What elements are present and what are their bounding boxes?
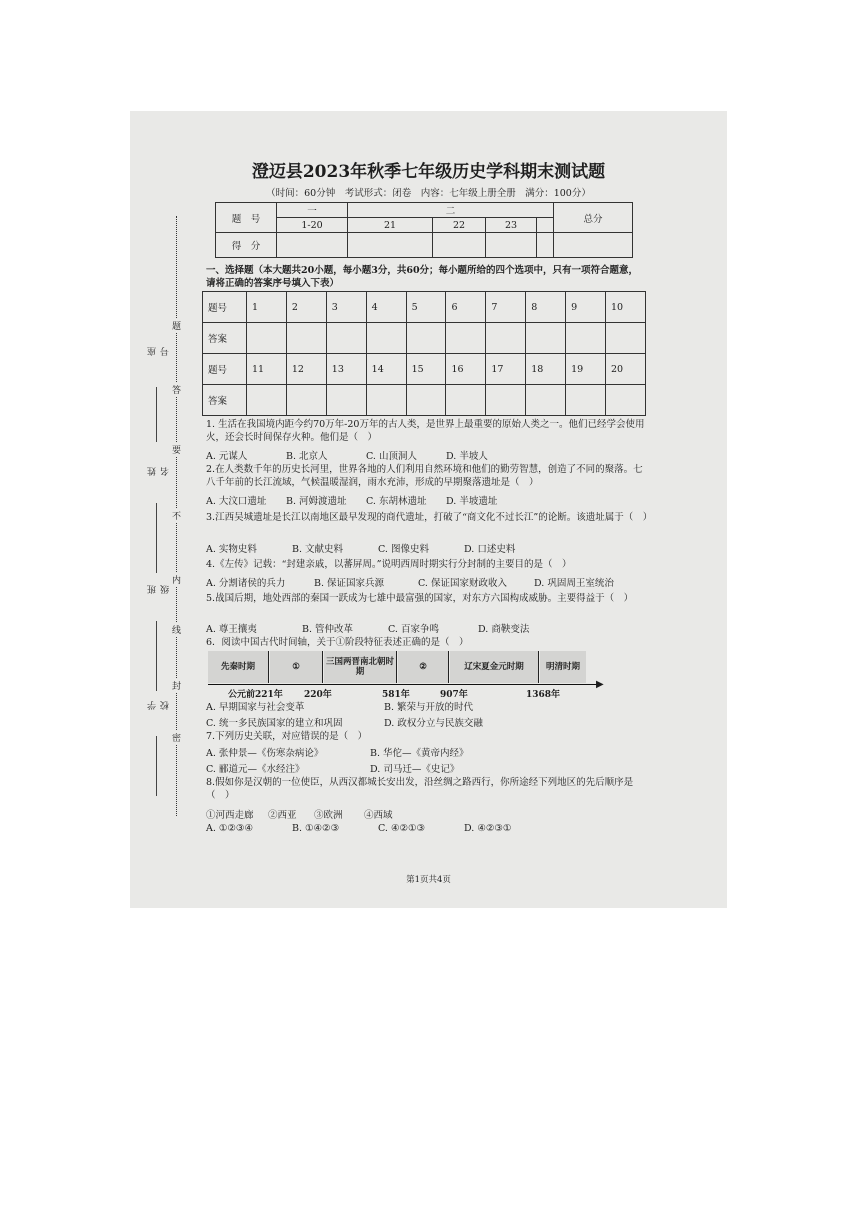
region-item: ④西域 xyxy=(364,810,393,821)
answer-cell[interactable] xyxy=(526,385,566,416)
question-number: 15 xyxy=(406,354,446,385)
answer-table xyxy=(202,291,646,416)
question-8: 8.假如你是汉朝的一位使臣，从西汉都城长安出发，沿丝绸之路西行，你所途经下列地区的先后顺序是（ ） xyxy=(206,777,634,801)
page-footer: 第1页共4页 xyxy=(406,875,451,885)
question-4-options xyxy=(206,575,614,589)
option: B. 华佗—《黄帝内经》 xyxy=(370,748,469,759)
answer-cell[interactable] xyxy=(606,323,646,354)
score-row-label: 题 号 xyxy=(216,203,277,233)
answer-row-label: 答案 xyxy=(203,323,247,354)
question-6: 6．阅读中国古代时间轴，关于①阶段特征表述正确的是（ ） xyxy=(206,637,469,648)
timeline-year: 1368年 xyxy=(526,690,561,700)
option: B. 保证国家兵源 xyxy=(314,578,385,589)
option: A. ①②③④ xyxy=(206,823,253,834)
region-item: ①河西走廊 xyxy=(206,810,254,821)
school-blank xyxy=(156,736,157,796)
score-section-1: 一 xyxy=(277,203,348,218)
option: A. 张仲景—《伤寒杂病论》 xyxy=(206,748,324,759)
answer-cell[interactable] xyxy=(486,323,526,354)
answer-row-label: 答案 xyxy=(203,385,247,416)
question-8-items xyxy=(206,807,393,821)
question-7-options-row1 xyxy=(206,745,469,759)
score-sub-header: 23 xyxy=(486,218,537,233)
score-sub-header: 21 xyxy=(348,218,433,233)
option: C. 山顶洞人 xyxy=(366,451,417,462)
option: A. 大汶口遗址 xyxy=(206,496,267,507)
option: C. 保证国家财政收入 xyxy=(418,578,507,589)
timeline-period: 辽宋夏金元时期 xyxy=(450,651,539,683)
question-5: 5.战国后期，地处西部的秦国一跃成为七雄中最富强的国家，对东方六国构成威胁。主要得益于（ ） xyxy=(206,593,634,604)
option: A. 元谋人 xyxy=(206,451,248,462)
question-2: 2.在人类数千年的历史长河里，世界各地的人们利用自然环境和他们的勤劳智慧，创造了不同的聚落。七八千年前的长江流域，气候温暖湿润，雨水充沛，形成的早期聚落遗址是（ ） xyxy=(206,464,643,488)
question-5-options xyxy=(206,621,529,635)
answer-cell[interactable] xyxy=(247,385,287,416)
option: D. 政权分立与民族交融 xyxy=(384,718,483,729)
score-cell[interactable] xyxy=(433,233,486,258)
question-number: 5 xyxy=(406,292,446,323)
score-total-header: 总分 xyxy=(554,203,633,233)
score-table xyxy=(215,202,633,258)
answer-row-label: 题号 xyxy=(203,292,247,323)
timeline-axis xyxy=(208,684,600,685)
question-6-options-row1 xyxy=(206,699,473,713)
question-3: 3.江西吴城遗址是长江以南地区最早发现的商代遗址，打破了“商文化不过长江”的论断。该遗址属于（ ） xyxy=(206,512,653,523)
question-number: 1 xyxy=(247,292,287,323)
option: D. 半坡人 xyxy=(446,451,488,462)
notice-char: 题 xyxy=(172,319,181,332)
option: B. 繁荣与开放的时代 xyxy=(384,702,474,713)
answer-cell[interactable] xyxy=(446,323,486,354)
timeline-period: 三国两晋南北朝时期 xyxy=(324,651,397,683)
option: C. 郦道元—《水经注》 xyxy=(206,764,305,775)
option: A. 分割诸侯的兵力 xyxy=(206,578,286,589)
question-number: 8 xyxy=(526,292,566,323)
question-number: 18 xyxy=(526,354,566,385)
timeline-period: ② xyxy=(398,651,449,683)
notice-char: 内 xyxy=(172,573,181,586)
score-cell[interactable] xyxy=(554,233,633,258)
question-1: 1. 生活在我国境内距今约70万年-20万年的古人类，是世界上最重要的原始人类之一。他们已经学会使用火，还会长时间保存火种。他们是（ ） xyxy=(206,419,645,443)
answer-cell[interactable] xyxy=(247,323,287,354)
answer-cell[interactable] xyxy=(326,385,366,416)
answer-cell[interactable] xyxy=(606,385,646,416)
timeline-period: 明清时期 xyxy=(540,651,586,683)
option: C. 东胡林遗址 xyxy=(366,496,427,507)
answer-cell[interactable] xyxy=(366,323,406,354)
option: B. 文献史料 xyxy=(292,544,344,555)
question-1-options xyxy=(206,448,488,462)
question-number: 11 xyxy=(247,354,287,385)
option: B. 管仲改革 xyxy=(302,624,354,635)
notice-char: 答 xyxy=(172,383,181,396)
question-number: 12 xyxy=(286,354,326,385)
timeline-year: 581年 xyxy=(382,690,410,700)
region-item: ②西亚 xyxy=(268,810,297,821)
exam-paper: 座号 姓名 班级 学校 题 答 要 不 内 线 封 密 澄迈县2023年秋季七年级历史学科期末测试题 （时间：60分钟 考试形式：闭卷 内容：七年级上册全册 满分：100分） 题 号 一 二 总分 1-20 21 22 23 得 分 一、选择题（本大题共20小题，每小题3分，共60分；每小题所给的四个选项中，只有一项符合题意，请将正确的答案序号填入下表） 题号 1 2 3 4 5 6 7 8 9 10 答案 题号 11 12 13 14 15 16 17 18 19 20 答案 1. 生活在我国境内距今约70万年-20万年的古人类，是世界上最重要的原始人类之一。他们已经学会使用火，还会长时间保存火种。他们是（ ） A. 元谋人 B. 北京人 C. 山顶洞人 D. 半坡人 2.在人类数千年的历史长河里，世界各地的人们利用自然环境和他们的勤劳智慧，创造了不同的聚落。七八千年前的长江流域，气候温暖湿润，雨水充沛，形成的早期聚落遗址是（ ） A. 大汶口遗址 B. 河姆渡遗址 C. 东胡林遗址 D. 半坡遗址 3.江西吴城遗址是长江以南地区最早发现的商代遗址，打破了“商文化不过长江”的论断。该遗址属于（ ） A. 实物史料 B. 文献史料 C. 图像史料 D. 口述史料 4.《左传》记载：“封建亲戚，以蕃屏周。”说明西周时期实行分封制的主要目的是（ ） A. 分割诸侯的兵力 B. 保证国家兵源 C. 保证国家财政收入 D. 巩固周王室统治 5.战国后期，地处西部的秦国一跃成为七雄中最富强的国家，对东方六国构成威胁。主要得益于（ ） A. 尊王攘夷 B. 管仲改革 C. 百家争鸣 D. 商鞅变法 6．阅读中国古代时间轴，关于①阶段特征表述正确的是（ ） 先秦时期 ① 三国两晋南北朝时期 ② 辽宋夏金元时期 明清时期 ▶ 公元前221年 220年 581年 907年 1368年 A. 早期国家与社会变革 B. 繁荣与开放的时代 C. 统一多民族国家的建立和巩固 D. 政权分立与民族交融 7.下列历史关联，对应错误的是（ ） A. 张仲景—《伤寒杂病论》 B. 华佗—《黄帝内经》 C. 郦道元—《水经注》 D. 司马迁—《史记》 8.假如你是汉朝的一位使臣，从西汉都城长安出发，沿丝绸之路西行，你所途经下列地区的先后顺序是（ ） ①河西走廊 ②西亚 ③欧洲 ④西域 A. ①②③④ B. ①④②③ C. ④②①③ D. ④②③① 第1页共4页 xyxy=(130,111,727,908)
name-blank xyxy=(156,503,157,573)
timeline-year: 公元前221年 xyxy=(228,690,283,700)
question-7-options-row2 xyxy=(206,761,459,775)
question-3-options xyxy=(206,541,515,555)
answer-cell[interactable] xyxy=(526,323,566,354)
option: C. 百家争鸣 xyxy=(388,624,439,635)
question-number: 16 xyxy=(446,354,486,385)
timeline-period: 先秦时期 xyxy=(208,651,269,683)
score-cell[interactable] xyxy=(537,233,554,258)
timeline-year: 220年 xyxy=(304,690,332,700)
option: C. ④②①③ xyxy=(378,823,426,834)
answer-cell[interactable] xyxy=(326,323,366,354)
answer-cell[interactable] xyxy=(406,385,446,416)
option: A. 实物史料 xyxy=(206,544,257,555)
score-cell[interactable] xyxy=(277,233,348,258)
score-sub-header: 1-20 xyxy=(277,218,348,233)
section-1-header: 一、选择题（本大题共20小题，每小题3分，共60分；每小题所给的四个选项中，只有一项符合题意，请将正确的答案序号填入下表） xyxy=(206,265,639,289)
region-item: ③欧洲 xyxy=(314,810,343,821)
question-2-options xyxy=(206,493,497,507)
answer-cell[interactable] xyxy=(406,323,446,354)
timeline xyxy=(208,651,608,701)
option: B. 北京人 xyxy=(286,451,328,462)
notice-char: 线 xyxy=(172,623,181,636)
question-7: 7.下列历史关联，对应错误的是（ ） xyxy=(206,731,368,742)
answer-cell[interactable] xyxy=(566,385,606,416)
question-number: 17 xyxy=(486,354,526,385)
arrow-right-icon: ▶ xyxy=(596,679,604,690)
option: D. 巩固周王室统治 xyxy=(534,578,614,589)
option: B. ①④②③ xyxy=(292,823,340,834)
question-number: 7 xyxy=(486,292,526,323)
question-6-options-row2 xyxy=(206,715,483,729)
option: A. 早期国家与社会变革 xyxy=(206,702,305,713)
question-number: 14 xyxy=(366,354,406,385)
question-number: 9 xyxy=(566,292,606,323)
exam-title: 澄迈县2023年秋季七年级历史学科期末测试题 xyxy=(251,162,606,182)
question-number: 2 xyxy=(286,292,326,323)
answer-cell[interactable] xyxy=(286,323,326,354)
question-number: 3 xyxy=(326,292,366,323)
option: D. 商鞅变法 xyxy=(478,624,530,635)
question-number: 20 xyxy=(606,354,646,385)
class-blank xyxy=(156,621,157,691)
question-number: 13 xyxy=(326,354,366,385)
question-8-options xyxy=(206,823,511,834)
timeline-year: 907年 xyxy=(440,690,468,700)
question-number: 4 xyxy=(366,292,406,323)
score-cell[interactable] xyxy=(486,233,537,258)
answer-cell[interactable] xyxy=(486,385,526,416)
notice-char: 密 xyxy=(172,731,181,744)
seat-number-blank xyxy=(156,387,157,442)
answer-cell[interactable] xyxy=(286,385,326,416)
score-section-2: 二 xyxy=(348,203,554,218)
score-row-label: 得 分 xyxy=(216,233,277,258)
answer-row-label: 题号 xyxy=(203,354,247,385)
notice-char: 要 xyxy=(172,443,181,456)
option: C. 统一多民族国家的建立和巩固 xyxy=(206,718,343,729)
option: D. 口述史料 xyxy=(464,544,516,555)
question-number: 10 xyxy=(606,292,646,323)
score-sub-header: 22 xyxy=(433,218,486,233)
question-number: 6 xyxy=(446,292,486,323)
question-number: 19 xyxy=(566,354,606,385)
option: D. 半坡遗址 xyxy=(446,496,498,507)
question-4: 4.《左传》记载：“封建亲戚，以蕃屏周。”说明西周时期实行分封制的主要目的是（ ） xyxy=(206,559,572,570)
answer-cell[interactable] xyxy=(446,385,486,416)
score-cell[interactable] xyxy=(348,233,433,258)
option: B. 河姆渡遗址 xyxy=(286,496,347,507)
answer-cell[interactable] xyxy=(566,323,606,354)
option: C. 图像史料 xyxy=(378,544,429,555)
answer-cell[interactable] xyxy=(366,385,406,416)
option: D. 司马迁—《史记》 xyxy=(370,764,460,775)
option: A. 尊王攘夷 xyxy=(206,624,257,635)
notice-char: 封 xyxy=(172,679,181,692)
exam-subtitle: （时间：60分钟 考试形式：闭卷 内容：七年级上册全册 满分：100分） xyxy=(266,188,591,199)
timeline-period: ① xyxy=(270,651,323,683)
notice-char: 不 xyxy=(172,509,181,522)
option: D. ④②③① xyxy=(464,823,512,834)
